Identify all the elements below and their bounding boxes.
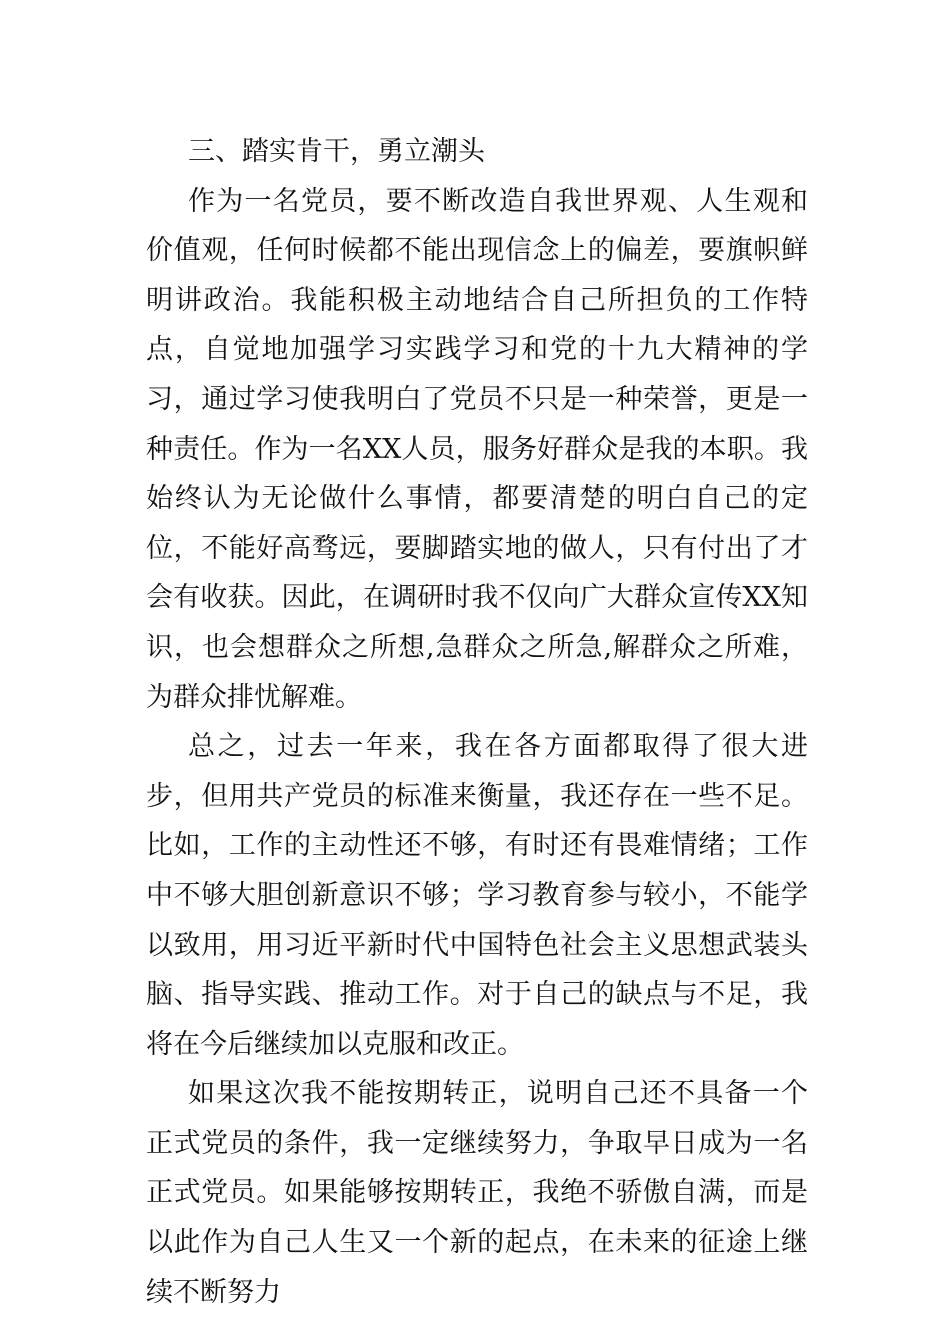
- paragraph-shortcomings: 总之，过去一年来，我在各方面都取得了很大进步，但用共产党员的标准来衡量，我还存在一些不足。比如，工作的主动性还不够，有时还有畏难情绪；工作中不够大胆创新意识不够；学习教育参与较小，不能学以致用，用习近平新时代中国特色社会主义思想武装头脑、指导实践、推动工作。对于自己的缺点与不足，我将在今后继续加以克服和改正。: [146, 731, 808, 1060]
- section-heading: 三、踏实肯干，勇立潮头: [188, 136, 485, 167]
- paragraph-party-member-duty: 作为一名党员，要不断改造自我世界观、人生观和价值观，任何时候都不能出现信念上的偏差，要旗帜鲜明讲政治。我能积极主动地结合自己所担负的工作特点，自觉地加强学习实践学习和党的十九大精神的学习，通过学习使我明白了党员不只是一种荣誉，更是一种责任。作为一名XX人员，服务好群众是我的本职。我始终认为无论做什么事情，都要清楚的明白自己的定位，不能好高骛远，要脚踏实地的做人，只有付出了才会有收获。因此，在调研时我不仅向广大群众宣传XX知识，也会想群众之所想,急群众之所急,解群众之所难，为群众排忧解难。: [146, 185, 808, 713]
- document-body: [146, 127, 808, 1317]
- paragraph-probation-outcome: 如果这次我不能按期转正，说明自己还不具备一个正式党员的条件，我一定继续努力，争取早日成为一名正式党员。如果能够按期转正，我绝不骄傲自满，而是以此作为自己人生又一个新的起点，在未来的征途上继续不断努力: [146, 1078, 808, 1308]
